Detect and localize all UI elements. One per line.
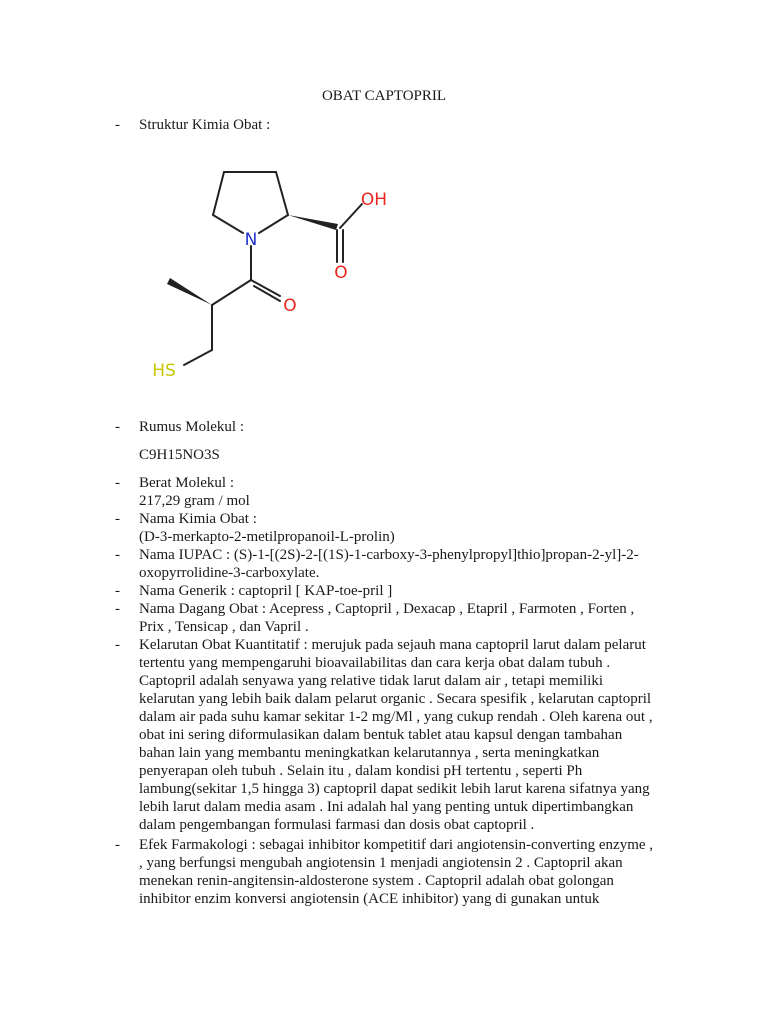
text-line: Nama Generik : captopril [ KAP-toe-pril ] (139, 583, 393, 599)
text-line: dalam pengembangan formulasi farmasi dan dosis obat captopril . (139, 817, 535, 833)
wedge-bond (167, 278, 212, 305)
bond (259, 215, 288, 233)
list-item-text (139, 116, 699, 134)
list-bullet: - (115, 117, 120, 133)
text-line: (D-3-merkapto-2-metilpropanoil-L-prolin) (139, 529, 395, 545)
atom-oh-label: OH (360, 190, 388, 210)
list-item-text (139, 446, 699, 464)
text-line: Captopril adalah senyawa yang relative tidak larut dalam air , tetapi memiliki (139, 673, 604, 689)
text-line: Prix , Tensicap , dan Vapril . (139, 619, 309, 635)
bond (212, 280, 251, 305)
bond (340, 204, 362, 228)
text-line: obat ini sering diformulasikan dalam bentuk tablet atau kapsul dengan tambahan (139, 727, 623, 743)
list-item-text (139, 546, 699, 582)
text-line: 217,29 gram / mol (139, 493, 250, 509)
list-bullet: - (115, 475, 120, 491)
bond (213, 172, 224, 215)
bond (184, 350, 212, 365)
list-item-text (139, 582, 699, 600)
list-bullet: - (115, 637, 120, 653)
text-line: Nama IUPAC : (S)-1-[(2S)-2-[(1S)-1-carboxy-3-phenylpropyl]thio]propan-2-yl]-2- (139, 547, 639, 563)
text-line: inhibitor enzim konversi angiotensin (ACE inhibitor) yang di gunakan untuk (139, 891, 600, 907)
text-line: C9H15NO3S (139, 447, 220, 463)
text-line: lambung(sekitar 1,5 hingga 3) captopril dapat sedikit lebih larut karena sifatnya yang (139, 781, 650, 797)
text-line: , yang berfungsi mengubah angiotensin 1 menjadi angiotensin 2 . Captopril akan (139, 855, 623, 871)
text-line: tertentu yang mempengaruhi bioavailabilitas dan cara kerja obat dalam tubuh . (139, 655, 611, 671)
text-line: kelarutan yang lebih baik dalam pelarut organic . Secara spesifik , kelarutan captopril (139, 691, 652, 707)
list-item-text (139, 474, 699, 510)
text-line: penyerapan oleh tubuh . Selain itu , dalam kondisi pH tertentu , seperti Ph (139, 763, 583, 779)
text-line: oxopyrrolidine-3-carboxylate. (139, 565, 320, 581)
bond (213, 215, 243, 233)
bond (276, 172, 288, 215)
captopril-structure-diagram (140, 160, 400, 390)
wedge-bond (288, 215, 338, 230)
list-bullet: - (115, 547, 120, 563)
list-bullet: - (115, 511, 120, 527)
text-line: Struktur Kimia Obat : (139, 117, 271, 133)
list-item-text (139, 836, 699, 908)
atom-o-amide-label: O (283, 296, 297, 316)
list-item-text (139, 418, 699, 436)
list-bullet: - (115, 601, 120, 617)
document-title: OBAT CAPTOPRIL (321, 88, 447, 104)
text-line: Efek Farmakologi : sebagai inhibitor kompetitif dari angiotensin-converting enzyme , (139, 837, 654, 853)
text-line: Nama Dagang Obat : Acepress , Captopril , Dexacap , Etapril , Farmoten , Forten , (139, 601, 635, 617)
list-item-text (139, 636, 699, 834)
atom-sh-label: HS (152, 361, 176, 381)
text-line: Nama Kimia Obat : (139, 511, 257, 527)
text-line: Berat Molekul : (139, 475, 234, 491)
list-item-text (139, 510, 699, 546)
text-line: Rumus Molekul : (139, 419, 245, 435)
list-bullet: - (115, 837, 120, 853)
text-line: Kelarutan Obat Kuantitatif : merujuk pada sejauh mana captopril larut dalam pelarut (139, 637, 646, 653)
list-bullet: - (115, 419, 120, 435)
text-line: bahan lain yang membantu meningkatkan kelarutannya , serta meningkatkan (139, 745, 600, 761)
text-line: dalam air pada suhu kamar sekitar 1-2 mg/Ml , yang cukup rendah . Oleh karena out , (139, 709, 653, 725)
text-line: menekan renin-angitensin-aldosterone system . Captopril adalah obat golongan (139, 873, 614, 889)
atom-n-label: N (244, 230, 258, 250)
list-bullet: - (115, 583, 120, 599)
atom-o-acid-label: O (334, 263, 348, 283)
text-line: lebih larut dalam media asam . Ini adalah hal yang penting untuk dipertimbangkan (139, 799, 634, 815)
list-item-text (139, 600, 699, 636)
